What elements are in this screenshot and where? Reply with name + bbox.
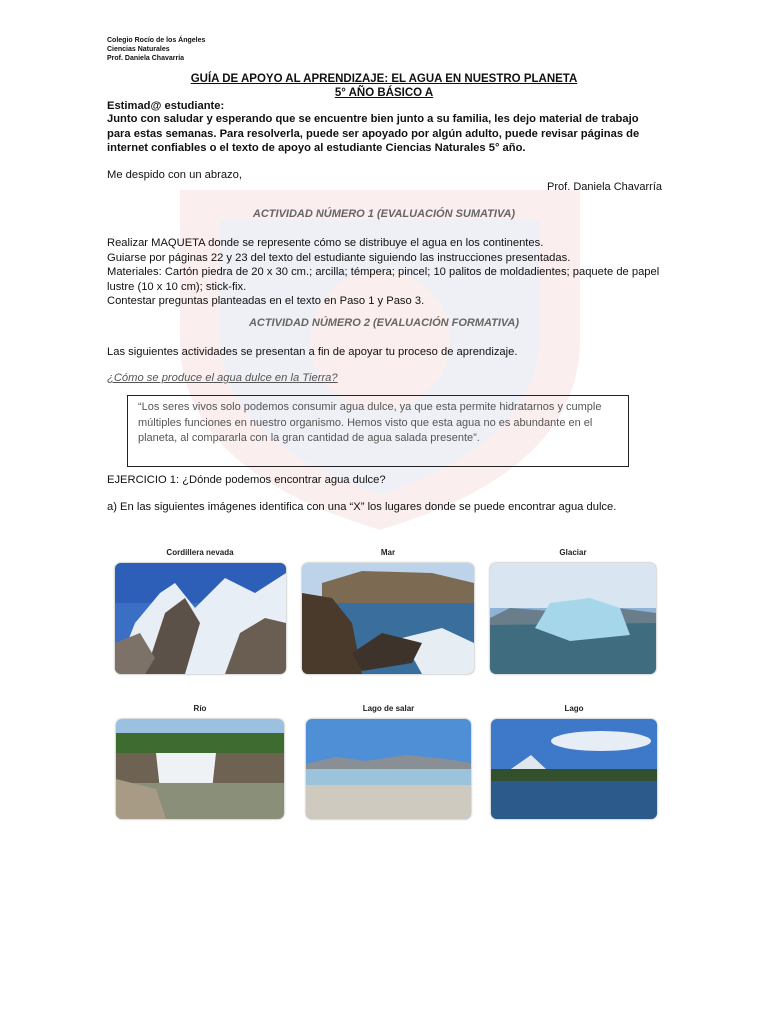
- activity2-heading: ACTIVIDAD NÚMERO 2 (EVALUACIÓN FORMATIVA): [248, 317, 520, 329]
- activity1-line: Realizar MAQUETA donde se represente cómo se distribuye el agua en los continentes.: [107, 237, 544, 249]
- exercise1-instruction: a) En las siguientes imágenes identifica con una “X” los lugares donde se puede encontrar agua dulce.: [107, 501, 617, 513]
- lake-image[interactable]: [491, 719, 657, 819]
- activity1-line: Guiarse por páginas 22 y 23 del texto del estudiante siguiendo las instrucciones presentadas.: [107, 251, 571, 264]
- activity2-question: ¿Cómo se produce el agua dulce en la Tierra?: [107, 372, 338, 384]
- sea-image[interactable]: [302, 563, 474, 674]
- activity1-line: Materiales: Cartón piedra de 20 x 30 cm.; arcilla; témpera; pincel; 10 palitos de moldadientes; paquete de papel lustre (10 x 10 cm); stick-fix.: [107, 266, 660, 293]
- activity2-intro: Las siguientes actividades se presentan a fin de apoyar tu proceso de aprendizaje.: [107, 346, 518, 358]
- image-label-mar: Mar: [380, 548, 396, 557]
- subject-name: Ciencias Naturales: [107, 46, 170, 53]
- intro-paragraph: Junto con saludar y esperando que se encuentre bien junto a su familia, les dejo material de trabajo para estas semanas. Para resolverla, puede ser apoyado por algún adulto, puede revisar páginas de internet confiables o el texto de apoyo al estudiante Ciencias Naturales 5° año.: [107, 113, 640, 154]
- teacher-name: Prof. Daniela Chavarría: [107, 55, 185, 62]
- greeting: Estimad@ estudiante:: [107, 100, 225, 112]
- activity1-list: [107, 236, 662, 309]
- image-label-lago-salar: Lago de salar: [362, 704, 415, 713]
- image-label-lago: Lago: [564, 704, 584, 713]
- signature: Prof. Daniela Chavarría: [547, 181, 662, 193]
- glacier-image[interactable]: [490, 563, 656, 674]
- activity1-heading: ACTIVIDAD NÚMERO 1 (EVALUACIÓN SUMATIVA): [252, 208, 516, 220]
- image-label-cordillera: Cordillera nevada: [166, 548, 234, 557]
- quote-box: “Los seres vivos solo podemos consumir agua dulce, ya que esta permite hidratarnos y cumple múltiples funciones en nuestro organismo. Hemos visto que esta agua no es abundante en el planeta, al compararla con la gran cantidad de agua salada presente”.: [127, 395, 629, 467]
- snowy-mountain-image[interactable]: [115, 563, 286, 674]
- exercise1-title: EJERCICIO 1: ¿Dónde podemos encontrar agua dulce?: [107, 474, 386, 486]
- river-image[interactable]: [116, 719, 284, 819]
- image-label-rio: Río: [193, 704, 207, 713]
- document-header: [107, 36, 205, 63]
- salt-lake-image[interactable]: [306, 719, 471, 819]
- image-label-glaciar: Glaciar: [559, 548, 587, 557]
- farewell: Me despido con un abrazo,: [107, 169, 242, 181]
- guide-grade: 5° AÑO BÁSICO A: [334, 87, 434, 99]
- school-name: Colegio Rocío de los Ángeles: [107, 37, 206, 44]
- activity1-line: Contestar preguntas planteadas en el texto en Paso 1 y Paso 3.: [107, 295, 425, 307]
- guide-title: GUÍA DE APOYO AL APRENDIZAJE: EL AGUA EN NUESTRO PLANETA: [190, 73, 578, 85]
